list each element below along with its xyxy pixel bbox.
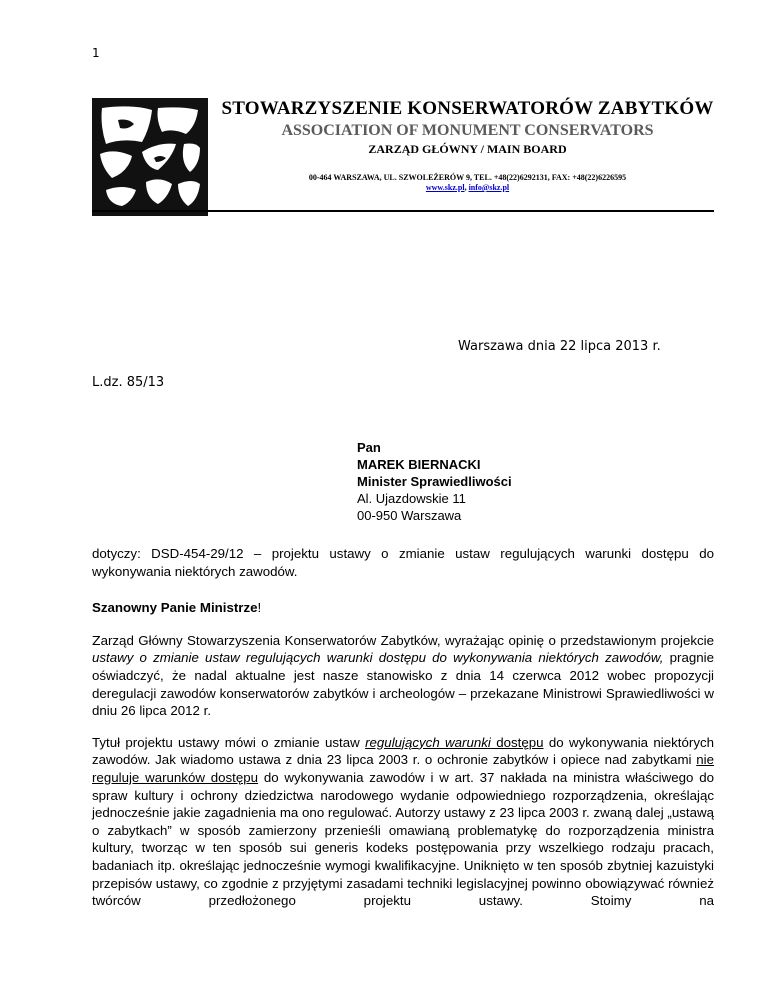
subject-line: dotyczy: DSD-454-29/12 – projektu ustawy o zmianie ustaw regulujących warunki dostępu do wykonywania niektórych zawodów. — [92, 546, 714, 579]
recipient-title: Minister Sprawiedliwości — [357, 474, 512, 489]
org-name-pl: STOWARZYSZENIE KONSERWATORÓW ZABYTKÓW — [221, 98, 714, 119]
paragraph-1-part1: arząd Główny Stowarzyszenia Konserwatorów Zabytków, wyrażając opinię o przedstawionym projekcie — [100, 632, 714, 648]
greeting — [92, 599, 714, 617]
paragraph-1-part2: pragnie oświadczyć, że nadal aktualne jest nasze stanowisko z dnia 14 czerwca 2012 wobec propozycji deregulacji zawodów konserwatorów zabytków i archeologów – przekazane Ministrowi Sprawiedliwości w dniu 26 lipca 2012 r. — [92, 650, 714, 719]
paragraph-2-italic-underline: regulujących warunki — [365, 734, 491, 750]
letterhead — [220, 98, 715, 192]
recipient-salutation: Pan — [357, 440, 381, 455]
letter-date: Warszawa dnia 22 lipca 2013 r. — [458, 339, 661, 354]
greeting-punct: ! — [257, 600, 262, 616]
page-number: 1 — [92, 46, 100, 60]
paragraph-2 — [92, 734, 714, 910]
links-separator: , — [464, 183, 469, 192]
org-address: 00-464 WARSZAWA, UL. SZWOLEŻERÓW 9, TEL. +48(22)6292131, FAX: +48(22)6226595 — [308, 173, 627, 182]
board-name: ZARZĄD GŁÓWNY / MAIN BOARD — [368, 142, 567, 156]
paragraph-2-part1: Tytuł projektu ustawy mówi o zmianie ustaw — [92, 734, 366, 750]
paragraph-2-part3: do wykonywania zawodów i w art. 37 nakłada na ministra właściwego do spraw kultury i ochrony dziedzictwa narodowego wydanie odpowiedniego rozporządzenia, określając jednocześnie jakie zagadnienia ma ono regulować. Autorzy ustawy z 23 lipca 2003 r. zwaną dalej „ustawą o zabytkach” w sposób zamierzony przenieśli omawianą problematykę do rozporządzenia ministra kultury, tworząc w ten sposób sui generis kodeks postępowania przy wszelkiego rodzaju pracach, badaniach itp. określając jednocześnie wymogi kwalifikacyjne. Uniknięto w ten sposób zbytniej kazuistyki przepisów ustawy, co zgodnie z przyjętymi zasadami techniki legislacyjnej powinno obowiązywać również twórców przedłożonego projektu ustawy. Stoimy na — [92, 769, 714, 909]
paragraph-2-part2: do wykonywania niektórych zawodów. Jak wiadomo ustawa z dnia 23 lipca 2003 r. o ochronie zabytków i opiece nad zabytkami — [92, 734, 715, 768]
header-divider — [92, 210, 714, 212]
letter-body — [92, 545, 714, 924]
org-name-en: ASSOCIATION OF MONUMENT CONSERVATORS — [281, 122, 654, 139]
reference-number: L.dz. 85/13 — [92, 375, 165, 390]
paragraph-1-italic: ustawy o zmianie ustaw regulujących warunki dostępu do wykonywania niektórych zawodów, — [92, 650, 664, 666]
greeting-text: Szanowny Panie Ministrze — [92, 600, 258, 616]
website-link[interactable]: www.skz.pl — [425, 183, 465, 192]
email-link[interactable]: info@skz.pl — [468, 183, 510, 192]
paragraph-2-underline-1: dostępu — [490, 734, 544, 750]
org-links — [220, 183, 715, 192]
recipient-street: Al. Ujazdowskie 11 — [357, 491, 466, 506]
recipient-city: 00-950 Warszawa — [357, 508, 462, 523]
paragraph-2-underline-2: nie reguluje warunków dostępu — [92, 752, 714, 785]
paragraph-1 — [92, 632, 714, 720]
recipient-block — [357, 439, 512, 524]
paragraph-1-first-letter: Z — [92, 632, 101, 648]
skz-logo-icon — [92, 98, 208, 216]
recipient-name: MAREK BIERNACKI — [357, 457, 481, 472]
